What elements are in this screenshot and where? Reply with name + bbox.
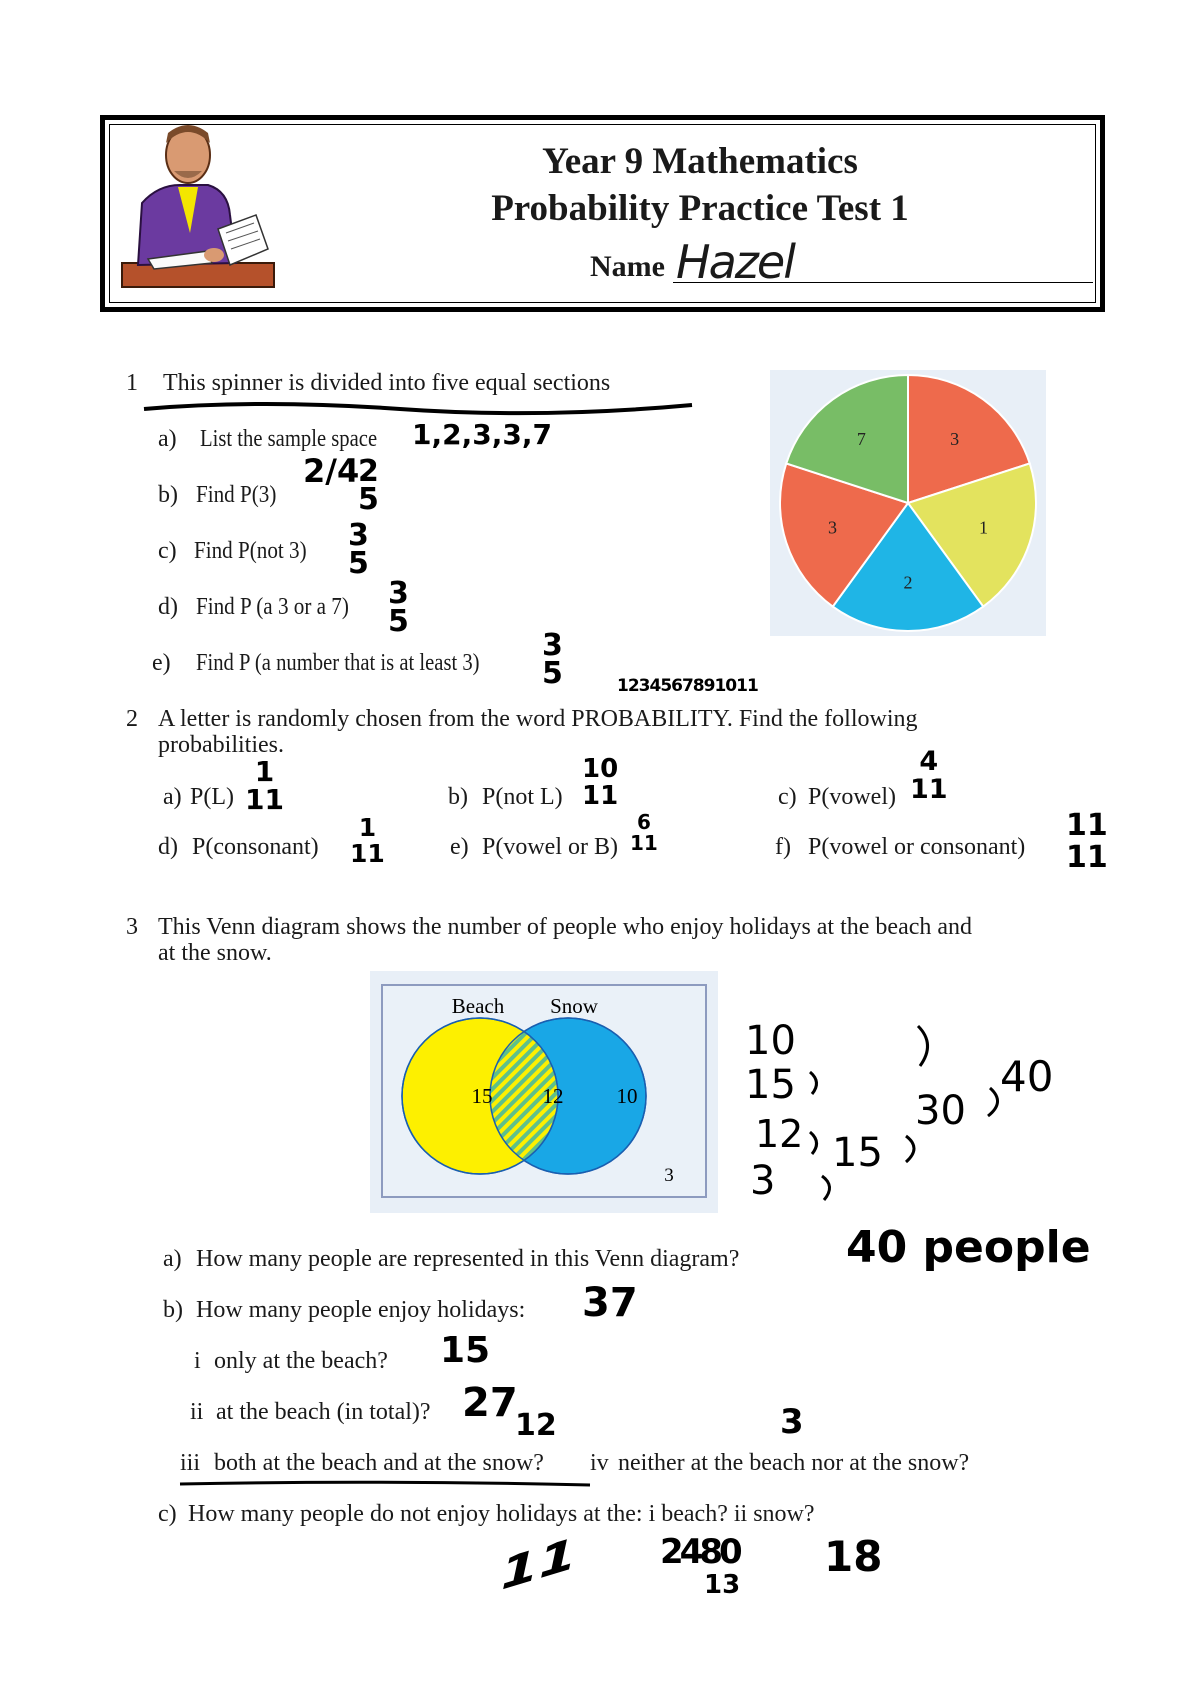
q2c-answer xyxy=(910,748,948,804)
spinner-section-label: 2 xyxy=(903,572,913,593)
q3c-answer-2: 13 xyxy=(704,1570,741,1600)
q2e-answer-denominator: 11 xyxy=(630,831,658,855)
q2e-answer-numerator: 6 xyxy=(636,810,651,834)
q3c-label: c) xyxy=(158,1501,177,1527)
q1-number: 1 xyxy=(126,370,138,396)
q2a-answer-numerator: 1 xyxy=(254,755,275,788)
q2e-answer xyxy=(630,812,658,854)
venn-beach-label: Beach xyxy=(451,994,505,1018)
q3c-answer-1: 11 xyxy=(494,1526,582,1603)
q2a-text: P(L) xyxy=(190,784,234,810)
q2b-text: P(not L) xyxy=(482,784,563,810)
q2d-answer-numerator: 1 xyxy=(358,813,377,842)
q1d-text: Find P (a 3 or a 7) xyxy=(196,594,349,620)
q2a-label: a) xyxy=(163,784,182,810)
q1e-answer xyxy=(542,628,563,691)
q3c-answer-2-scribble: 2480 xyxy=(660,1532,739,1572)
q2d-answer xyxy=(350,815,385,867)
q3biii-text: both at the beach and at the snow? xyxy=(214,1450,544,1476)
working-sum3: 40 xyxy=(1000,1052,1054,1101)
venn-beach-only-value: 15 xyxy=(471,1084,493,1108)
q2e-text: P(vowel or B) xyxy=(482,834,618,860)
q3-number: 3 xyxy=(126,914,138,940)
q2d-text: P(consonant) xyxy=(192,834,319,860)
q1e-answer-denominator: 5 xyxy=(542,656,563,691)
q1c-answer-denominator: 5 xyxy=(348,546,369,581)
q3biv-label: iv xyxy=(590,1450,609,1476)
q3b-text: How many people enjoy holidays: xyxy=(196,1297,526,1323)
working-n1: 10 xyxy=(745,1018,796,1064)
q3biv-answer: 3 xyxy=(780,1402,804,1442)
q1d-answer-denominator: 5 xyxy=(388,604,409,639)
q1b-answer-numerator: 2 xyxy=(358,454,379,489)
q3biv-text: neither at the beach nor at the snow? xyxy=(618,1450,970,1476)
q1d-answer-numerator: 3 xyxy=(388,576,409,611)
spinner-section-label: 7 xyxy=(856,428,866,449)
venn-both-value: 12 xyxy=(542,1084,564,1108)
q1c-label: c) xyxy=(158,538,177,564)
q2c-text: P(vowel) xyxy=(808,784,896,810)
q1a-label: a) xyxy=(158,426,177,452)
working-sum1: 15 xyxy=(832,1130,883,1176)
q2-text-line2: probabilities. xyxy=(158,732,284,758)
q2f-answer xyxy=(1066,810,1108,874)
q2d-label: d) xyxy=(158,834,178,860)
q2a-answer-denominator: 11 xyxy=(245,783,284,816)
q2e-label: e) xyxy=(450,834,469,860)
q2c-answer-denominator: 11 xyxy=(910,774,948,805)
q1b-answer-denominator: 5 xyxy=(358,482,379,517)
venn-snow-only-value: 10 xyxy=(616,1084,638,1108)
q1b-answer xyxy=(358,454,379,517)
q1d-answer xyxy=(388,576,409,639)
q2f-text: P(vowel or consonant) xyxy=(808,834,1026,860)
q3bii-answer: 27 xyxy=(462,1380,518,1426)
q1a-text: List the sample space xyxy=(200,426,378,452)
q3bii-label: ii xyxy=(190,1399,204,1425)
q1e-answer-numerator: 3 xyxy=(542,628,563,663)
q3c-answer-3: 18 xyxy=(824,1532,883,1581)
q1e-text: Find P (a number that is at least 3) xyxy=(196,650,480,676)
name-value: Hazel xyxy=(676,235,795,289)
venn-panel xyxy=(370,971,718,1213)
q2a-answer xyxy=(245,755,284,816)
q1c-answer-numerator: 3 xyxy=(348,518,369,553)
q3bi-label: i xyxy=(194,1348,201,1374)
teacher-clipart xyxy=(118,123,278,293)
working-n3: 12 xyxy=(755,1112,804,1156)
q2f-answer-denominator: 11 xyxy=(1066,840,1108,875)
q1c-text: Find P(not 3) xyxy=(194,538,307,564)
q3a-answer: 40 people xyxy=(846,1222,1091,1273)
venn-diagram xyxy=(370,971,718,1213)
q1b-scribble-text: 2/4 xyxy=(303,452,360,490)
working-sum2: 30 xyxy=(915,1088,966,1134)
q1a-answer: 1,2,3,3,7 xyxy=(412,418,552,451)
q1b-text: Find P(3) xyxy=(196,482,277,508)
q3bi-text: only at the beach? xyxy=(214,1348,388,1374)
q3a-text: How many people are represented in this Venn diagram? xyxy=(196,1246,740,1272)
q1e-label: e) xyxy=(152,650,171,676)
q3biii-label: iii xyxy=(180,1450,201,1476)
q1-text: This spinner is divided into five equal sections xyxy=(163,370,611,396)
venn-snow-label: Snow xyxy=(550,994,598,1018)
spinner-section-label: 1 xyxy=(978,517,988,538)
q2-text-line1: A letter is randomly chosen from the word PROBABILITY. Find the following xyxy=(158,706,918,732)
q2f-answer-numerator: 11 xyxy=(1066,808,1108,843)
q2b-answer-denominator: 11 xyxy=(582,781,619,811)
venn-neither-value: 3 xyxy=(664,1165,674,1186)
q3b-answer: 37 xyxy=(582,1280,638,1326)
q2c-label: c) xyxy=(778,784,797,810)
q2b-answer-numerator: 10 xyxy=(582,754,619,784)
name-label: Name xyxy=(590,250,665,283)
spinner-section-label: 3 xyxy=(828,517,838,538)
working-n4: 3 xyxy=(750,1158,776,1204)
spinner-panel xyxy=(770,370,1046,636)
working-brackets xyxy=(790,1020,1070,1210)
q3-text-line2: at the snow. xyxy=(158,940,272,966)
q2f-label: f) xyxy=(775,834,791,860)
q3c-text: How many people do not enjoy holidays at the: i beach? ii snow? xyxy=(188,1501,815,1527)
q2b-answer xyxy=(582,756,618,810)
q3b-label: b) xyxy=(163,1297,183,1323)
working-n2: 15 xyxy=(745,1062,796,1108)
q2-letter-count-scribble: 1234567891011 xyxy=(617,676,758,696)
q1d-label: d) xyxy=(158,594,178,620)
q2b-label: b) xyxy=(448,784,468,810)
q3biii-answer: 12 xyxy=(515,1408,557,1443)
q3bii-text: at the beach (in total)? xyxy=(216,1399,431,1425)
q2c-answer-numerator: 4 xyxy=(919,746,939,777)
q1c-answer xyxy=(348,518,369,581)
q3biii-underline-scribble xyxy=(178,1478,598,1490)
q3a-label: a) xyxy=(163,1246,182,1272)
page-title: Year 9 Mathematics xyxy=(542,141,858,182)
q2d-answer-denominator: 11 xyxy=(350,839,385,868)
spinner-diagram xyxy=(770,370,1046,636)
page-subtitle: Probability Practice Test 1 xyxy=(491,188,909,229)
q3bi-answer: 15 xyxy=(440,1330,491,1371)
q3-text-line1: This Venn diagram shows the number of people who enjoy holidays at the beach and xyxy=(158,914,973,940)
spinner-section-label: 3 xyxy=(950,428,960,449)
q1b-label: b) xyxy=(158,482,178,508)
q1b-scribble xyxy=(303,452,360,490)
q2-number: 2 xyxy=(126,706,138,732)
